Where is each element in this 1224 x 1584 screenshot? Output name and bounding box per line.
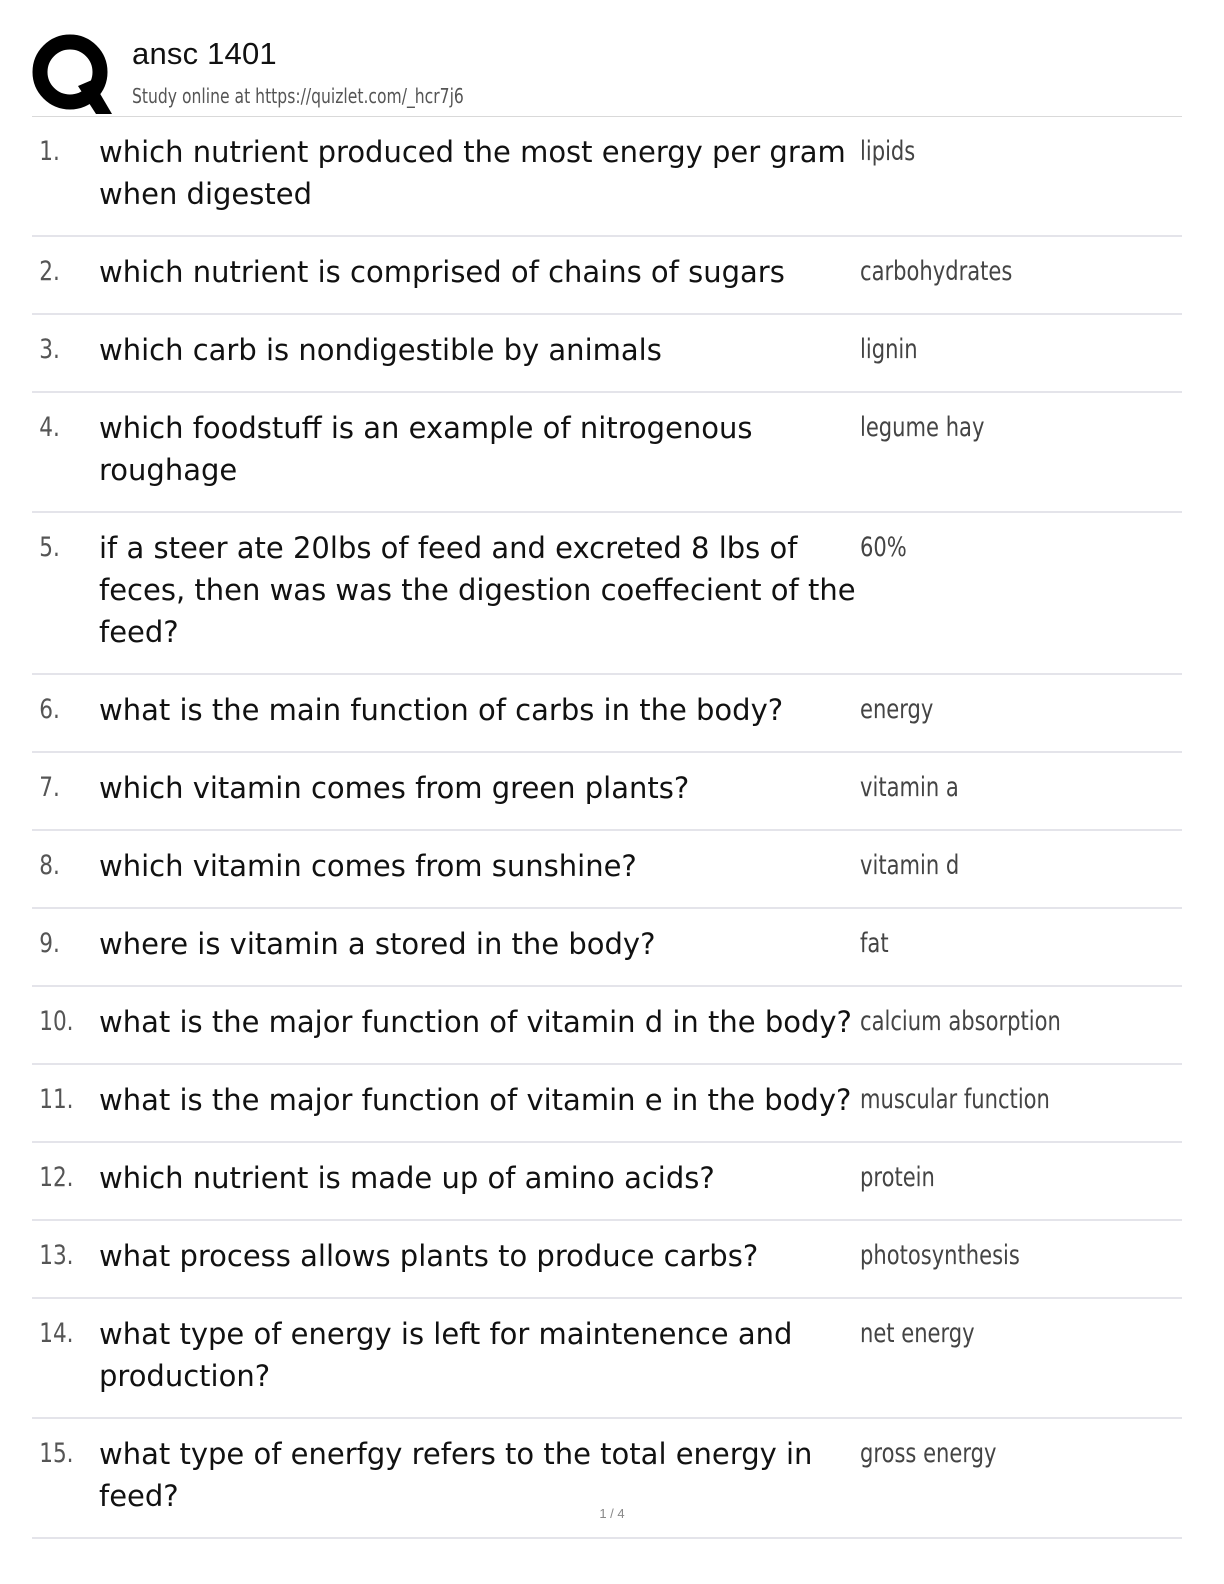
flashcard-row: [32, 675, 1182, 753]
flashcard-row: [32, 117, 1182, 237]
card-definition: lipids: [860, 136, 916, 167]
card-number: 11.: [39, 1084, 74, 1115]
card-number: 7.: [39, 772, 60, 803]
card-term: which carb is nondigestible by animals: [99, 333, 662, 367]
card-number: 5.: [39, 532, 60, 563]
flashcard-row: [32, 831, 1182, 909]
card-definition: lignin: [860, 334, 918, 365]
flashcard-row: [32, 753, 1182, 831]
card-number: 2.: [39, 256, 60, 287]
card-definition: muscular function: [860, 1084, 1050, 1115]
card-term: which vitamin comes from green plants?: [99, 771, 690, 805]
card-number: 13.: [39, 1240, 74, 1271]
card-term: which nutrient produced the most energy per gram when digested: [99, 135, 846, 211]
card-term: which nutrient is comprised of chains of sugars: [99, 255, 785, 289]
card-definition: protein: [860, 1162, 935, 1193]
flashcard-row: [32, 987, 1182, 1065]
card-term: what is the major function of vitamin d in the body?: [99, 1005, 852, 1039]
flashcard-row: [32, 1221, 1182, 1299]
card-term: which foodstuff is an example of nitrogenous roughage: [99, 411, 753, 487]
card-definition: calcium absorption: [860, 1006, 1061, 1037]
flashcard-row: [32, 315, 1182, 393]
card-definition: photosynthesis: [860, 1240, 1020, 1271]
page-number: 1 / 4: [599, 1506, 625, 1521]
quizlet-q-logo-icon: [32, 34, 112, 114]
card-term: what type of enerfgy refers to the total energy in feed?: [99, 1437, 813, 1513]
card-definition: gross energy: [860, 1438, 997, 1469]
card-term: what is the main function of carbs in the body?: [99, 693, 784, 727]
card-definition: vitamin d: [860, 850, 960, 881]
card-number: 14.: [39, 1318, 74, 1349]
card-term: what process allows plants to produce carbs?: [99, 1239, 759, 1273]
card-term: which vitamin comes from sunshine?: [99, 849, 637, 883]
card-term: if a steer ate 20lbs of feed and excreted 8 lbs of feces, then was was the digestion coeffecient of the feed?: [99, 531, 856, 649]
card-definition: vitamin a: [860, 772, 959, 803]
card-number: 6.: [39, 694, 60, 725]
card-definition: energy: [860, 694, 934, 725]
card-number: 9.: [39, 928, 60, 959]
card-definition: legume hay: [860, 412, 985, 443]
card-number: 10.: [39, 1006, 74, 1037]
card-term: what is the major function of vitamin e in the body?: [99, 1083, 852, 1117]
flashcard-row: [32, 393, 1182, 513]
flashcard-row: [32, 513, 1182, 675]
card-term: what type of energy is left for maintenence and production?: [99, 1317, 793, 1393]
card-number: 3.: [39, 334, 60, 365]
card-definition: carbohydrates: [860, 256, 1013, 287]
page-header: [32, 30, 1182, 116]
card-number: 1.: [39, 136, 60, 167]
page-title: ansc 1401: [132, 36, 277, 71]
card-number: 4.: [39, 412, 60, 443]
flashcard-row: [32, 909, 1182, 987]
card-number: 15.: [39, 1438, 74, 1469]
flashcard-row: [32, 1065, 1182, 1143]
study-link[interactable]: Study online at https://quizlet.com/_hcr7j6: [132, 84, 464, 108]
card-term: where is vitamin a stored in the body?: [99, 927, 656, 961]
card-term: which nutrient is made up of amino acids?: [99, 1161, 715, 1195]
flashcard-row: [32, 237, 1182, 315]
card-definition: fat: [860, 928, 889, 959]
card-definition: 60%: [860, 532, 907, 563]
card-number: 8.: [39, 850, 60, 881]
flashcard-list: [32, 117, 1182, 1539]
card-number: 12.: [39, 1162, 74, 1193]
flashcard-row: [32, 1299, 1182, 1419]
flashcard-row: [32, 1143, 1182, 1221]
flashcard-row: [32, 1419, 1182, 1539]
card-definition: net energy: [860, 1318, 975, 1349]
